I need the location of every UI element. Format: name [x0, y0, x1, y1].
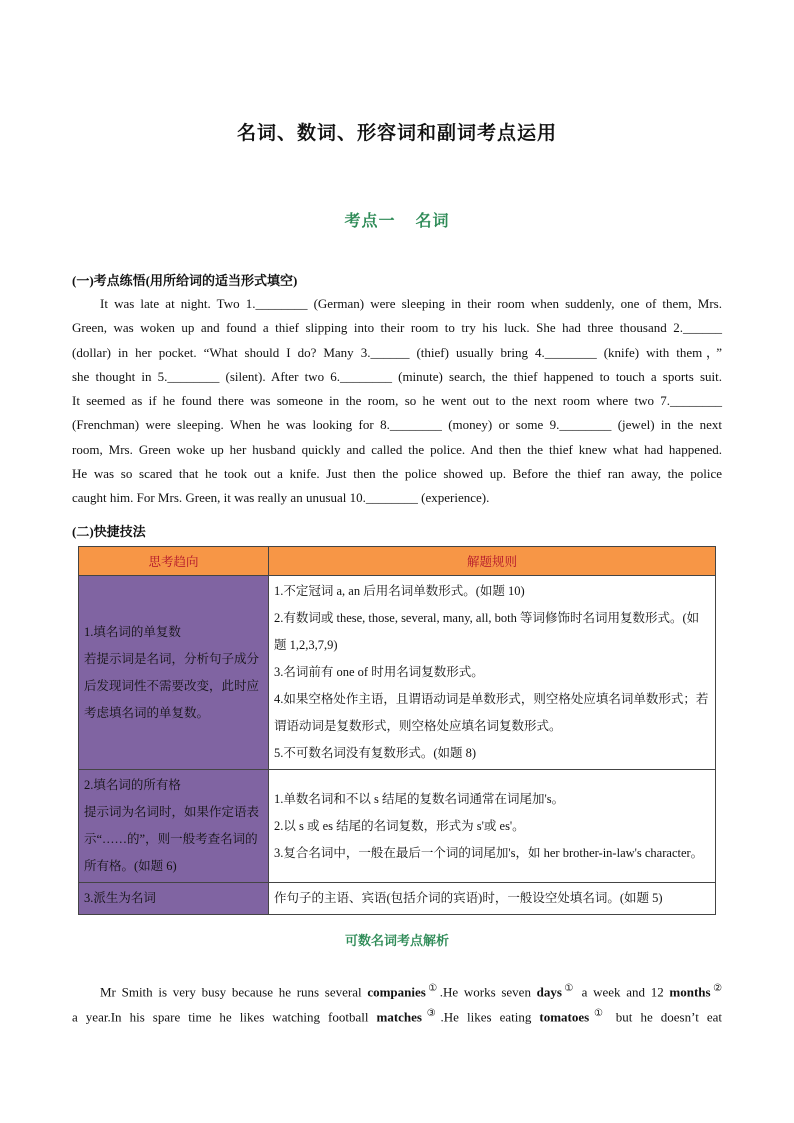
rules-cell: [269, 576, 716, 770]
rule-item: 2.以 s 或 es 结尾的名词复数，形式为 s'或 es'。: [274, 818, 525, 833]
cloze-passage: [72, 292, 722, 511]
rules-cell: [269, 883, 716, 915]
table-header-row: [79, 547, 716, 576]
cell-title: 2.填名词的所有格: [84, 778, 181, 792]
rule-item: 1.单数名词和不以 s 结尾的复数名词通常在词尾加's。: [274, 791, 565, 806]
rule-item: 2.有数词或 these, those, several, many, all, both 等词修饰时名词用复数形式。(如题 1,2,3,7,9): [274, 611, 700, 652]
example-line: [72, 1001, 722, 1026]
header-thinking: 思考趋向: [79, 547, 269, 576]
rule-item: 作句子的主语、宾语(包括介词的宾语)时，一般设空处填名词。(如题 5): [274, 891, 663, 905]
note-marker: ③: [421, 1008, 441, 1019]
note-marker: ②: [710, 983, 723, 994]
passage-line: It was late at night. Two 1.________ (German) were sleeping in their room when suddenly, one of them, Mrs.: [100, 296, 722, 311]
part2-heading: (二)快捷技法: [72, 524, 146, 539]
rule-item: 3.复合名词中，一般在最后一个词的词尾加's，如 her brother-in-law's character。: [274, 845, 704, 860]
note-marker: ①: [425, 983, 440, 994]
cell-text: 若提示词是名词，分析句子成分后发现词性不需要改变，此时应考虑填名词的单复数。: [84, 651, 260, 720]
rule-item: 1.不定冠词 a, an 后用名词单数形式。(如题 10): [274, 584, 525, 598]
rules-cell: [269, 770, 716, 883]
thinking-cell: [79, 576, 269, 770]
example-text: a week and 12: [575, 984, 670, 1000]
example-line: [72, 976, 722, 1001]
header-rules: 解题规则: [269, 547, 716, 576]
rules-table: [78, 546, 716, 915]
passage-line: Green, was woken up and found a thief slipping into their room to try his luck. She had three thousand 2.______: [72, 320, 722, 336]
section-title: [0, 208, 794, 231]
keyword: matches: [376, 1009, 422, 1025]
example-paragraph: [72, 976, 722, 1026]
passage-line: room, Mrs. Green woke up her husband quickly and called the police. And then the thief knew what had happened.: [72, 441, 722, 457]
passage-line: caught him. For Mrs. Green, it was really an unusual 10.________ (experience).: [72, 490, 490, 506]
table-row: [79, 576, 716, 770]
page-title: 名词、数词、形容词和副词考点运用: [236, 123, 557, 144]
example-text: .He likes eating: [440, 1009, 540, 1025]
thinking-cell: [79, 883, 269, 915]
part1-heading: (一)考点练悟(用所给词的适当形式填空): [72, 273, 298, 288]
table-row: [79, 883, 716, 915]
passage-line: she thought in 5.________ (silent). After two 6.________ (minute) search, the thief happened to touch a sports suit.: [72, 368, 722, 384]
thinking-cell: [79, 770, 269, 883]
section-number: 考点一: [344, 213, 396, 230]
cell-title: 3.派生为名词: [84, 891, 156, 905]
note-marker: ①: [589, 1008, 608, 1019]
passage-line: It seemed as if he found there was someone in the room, so he went out to the next room where two 7.________: [72, 393, 722, 409]
example-text: Mr Smith is very busy because he runs several: [100, 984, 368, 1000]
example-text: but he doesn’t eat: [607, 1009, 722, 1025]
example-text: a year.In his spare time he likes watching football: [72, 1009, 377, 1025]
passage-line: (Frenchman) were sleeping. When he was looking for 8.________ (money) or some 9.________ (jewel) in the next: [72, 417, 722, 433]
rule-item: 3.名词前有 one of 时用名词复数形式。: [274, 665, 484, 679]
note-marker: ①: [561, 983, 576, 994]
analysis-title: 可数名词考点解析: [344, 933, 449, 948]
example-text: .He works seven: [439, 984, 537, 1000]
cell-text: 提示词为名词时，如果作定语表示“……的”，则一般考查名词的所有格。(如题 6): [84, 805, 260, 873]
keyword: companies: [367, 984, 426, 1000]
keyword: tomatoes: [539, 1009, 590, 1025]
section-topic: 名词: [415, 213, 450, 230]
rule-item: 4.如果空格处作主语，且谓语动词是单数形式，则空格处应填名词单数形式；若谓语动词是复数形式，则空格处应填名词复数形式。: [274, 692, 709, 733]
table-row: [79, 770, 716, 883]
rule-item: 5.不可数名词没有复数形式。(如题 8): [274, 746, 477, 760]
passage-line: He was so scared that he took out a knife. Just then the police showed up. Before the thief ran away, the police: [72, 466, 722, 482]
keyword: months: [669, 984, 711, 1000]
passage-line: (dollar) in her pocket. “What should I do? Many 3.______ (thief) usually bring 4.________ (knife) with them，”: [72, 344, 722, 360]
cell-title: 1.填名词的单复数: [84, 624, 181, 639]
keyword: days: [536, 984, 562, 1000]
